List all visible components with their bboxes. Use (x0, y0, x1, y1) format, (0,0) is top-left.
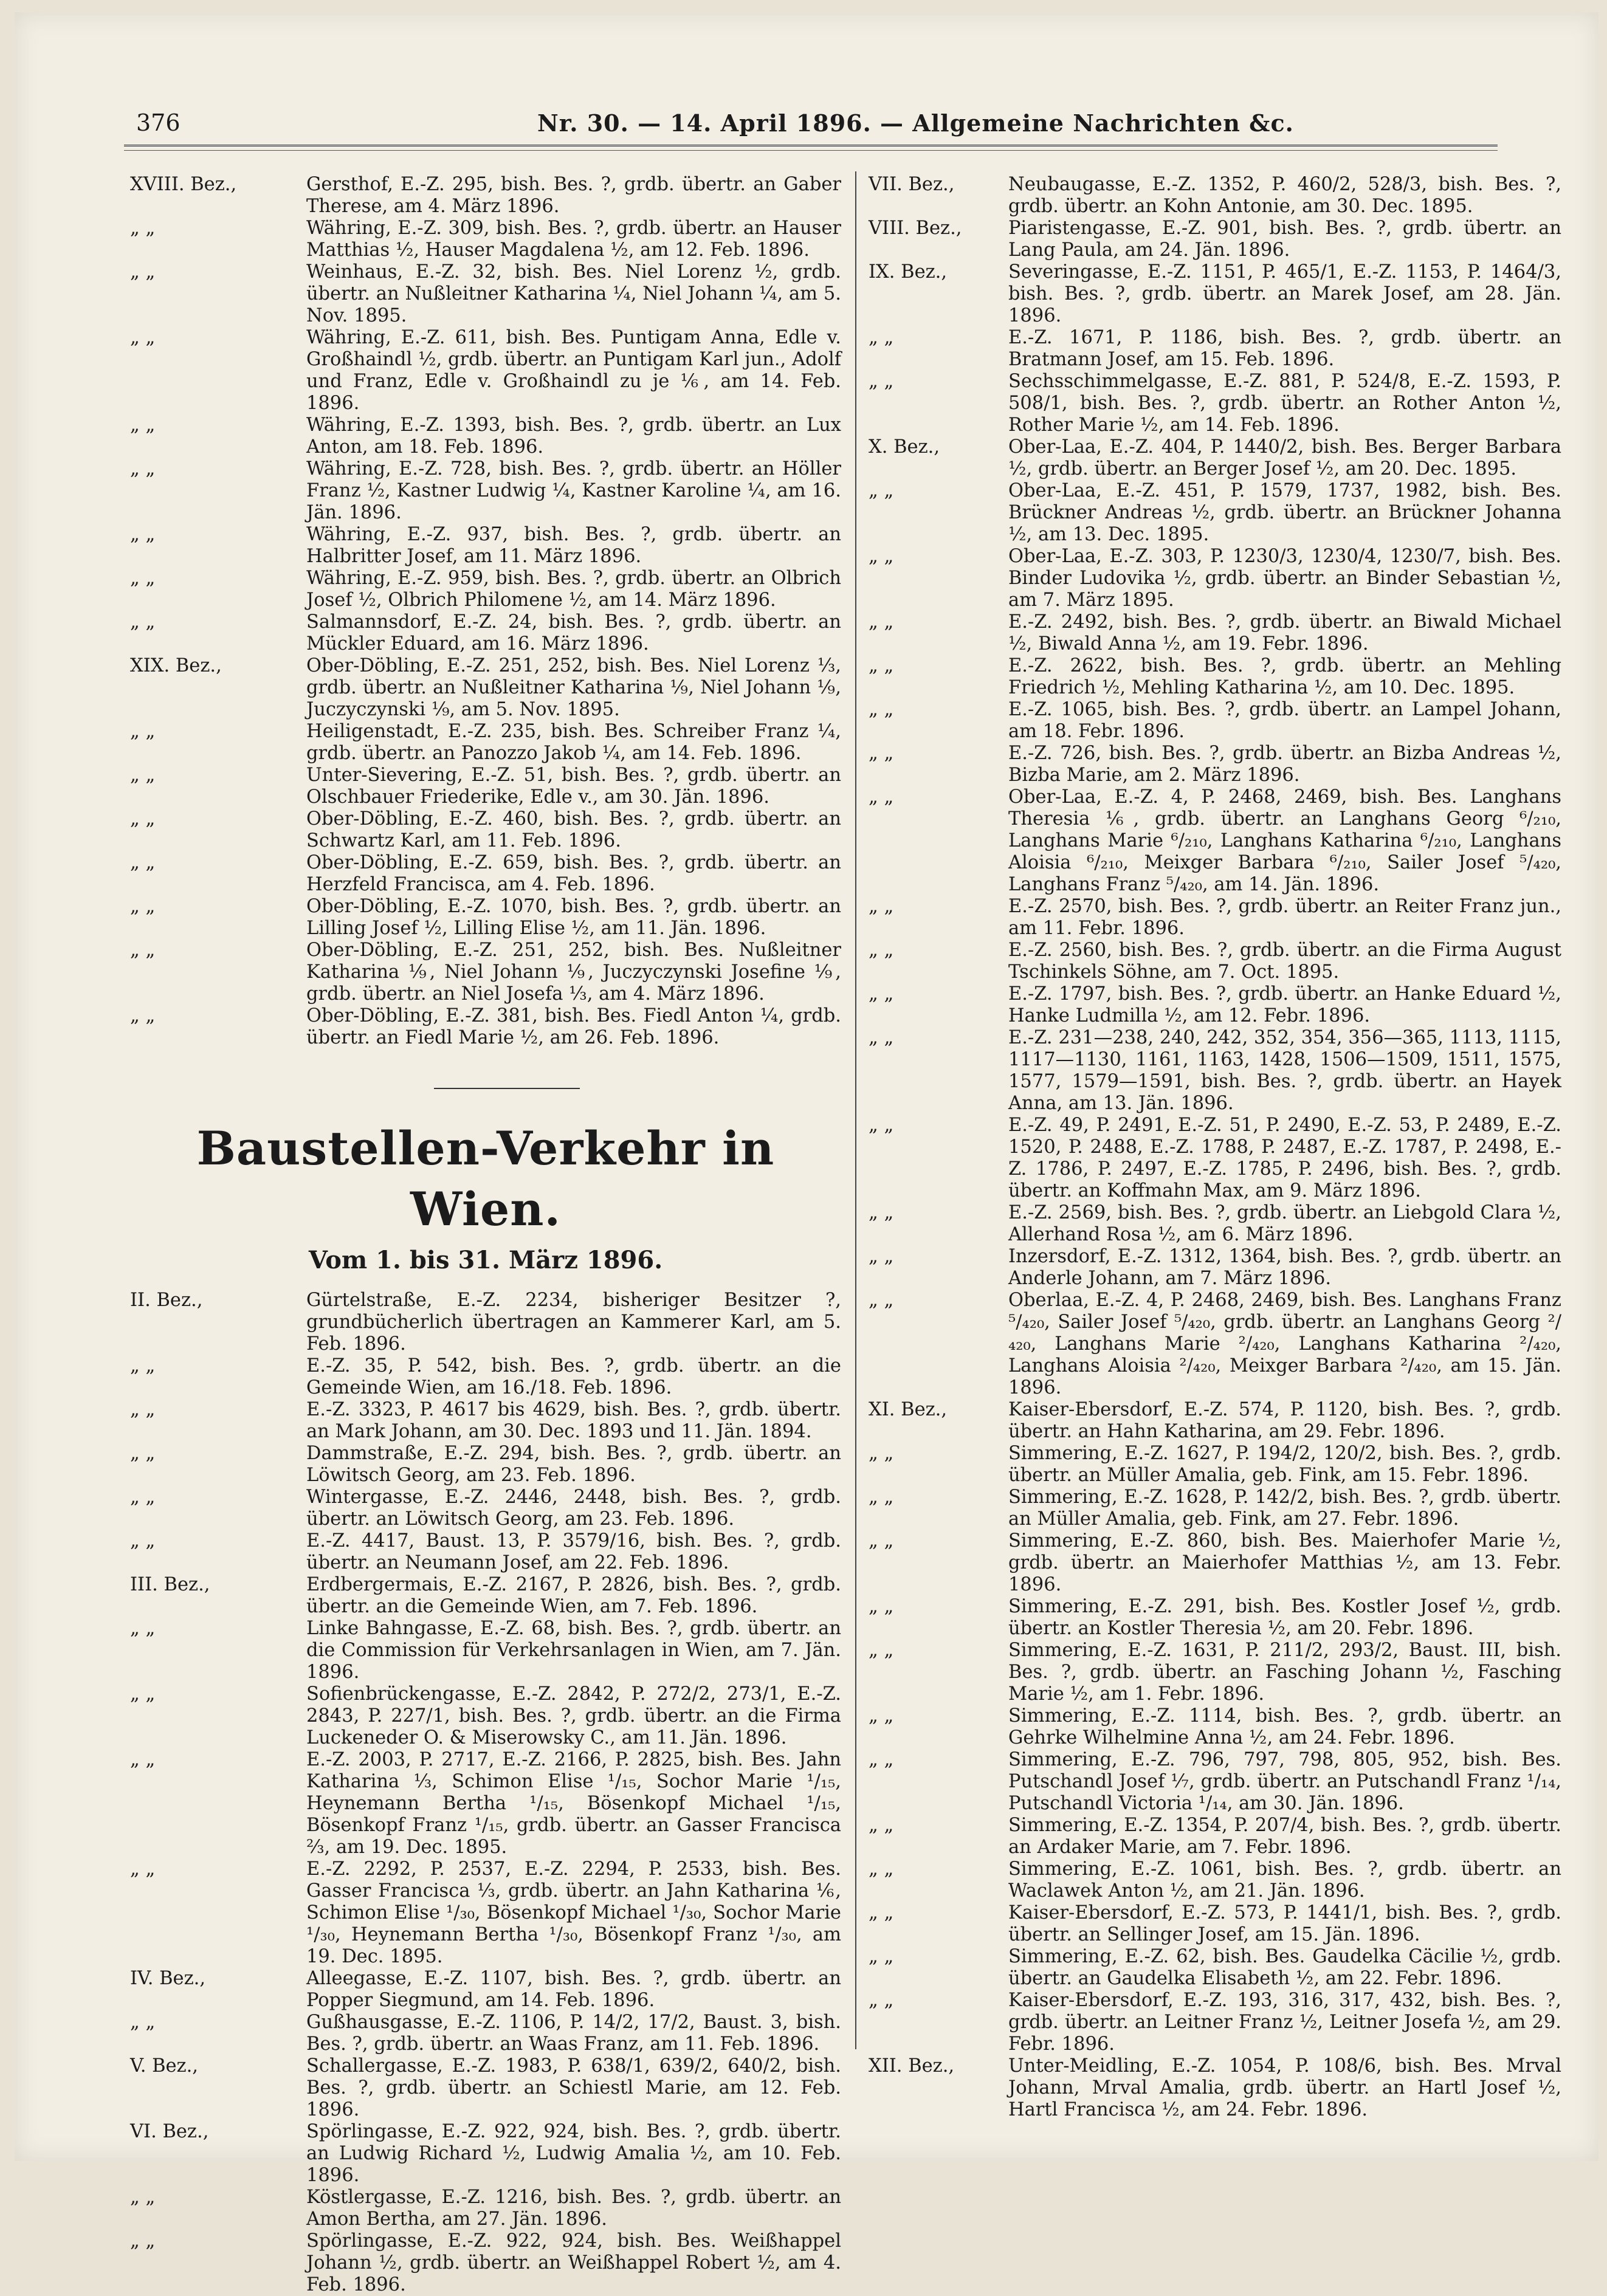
register-entry (869, 174, 1561, 218)
entry-text: Simmering, E.-Z. 1628, P. 142/2, bish. Bes. ?, grdb. übertr. an Müller Amalia, geb. Fink, am 27. Febr. 1896. (1008, 1487, 1561, 1530)
entry-text: Währing, E.-Z. 728, bish. Bes. ?, grdb. übertr. an Höller Franz ½, Kastner Ludwig ¼, Kastner Karoline ¼, am 16. Jän. 1896. (306, 458, 841, 523)
register-entry (869, 1530, 1561, 1596)
district-label: „ „ (130, 721, 156, 742)
register-entry (869, 655, 1561, 699)
register-entry (130, 1487, 841, 1530)
entry-text: Simmering, E.-Z. 1061, bish. Bes. ?, grdb. übertr. an Waclawek Anton ½, am 21. Jän. 1896. (1008, 1858, 1561, 1902)
entry-text: E.-Z. 4417, Baust. 13, P. 3579/16, bish. Bes. ?, grdb. übertr. an Neumann Josef, am 22. Feb. 1896. (306, 1530, 841, 1573)
entry-text: Währing, E.-Z. 1393, bish. Bes. ?, grdb. übertr. an Lux Anton, am 18. Feb. 1896. (306, 414, 841, 458)
register-entry (130, 1530, 841, 1574)
entry-text: Ober-Döbling, E.-Z. 659, bish. Bes. ?, grdb. übertr. an Herzfeld Francisca, am 4. Feb. 1896. (306, 852, 841, 895)
entry-text: Köstlergasse, E.-Z. 1216, bish. Bes. ?, grdb. übertr. an Amon Bertha, am 27. Jän. 1896. (306, 2187, 841, 2230)
district-label: „ „ (130, 896, 156, 917)
district-label: „ „ (869, 1487, 894, 1508)
entry-text: E.-Z. 49, P. 2491, E.-Z. 51, P. 2490, E.-Z. 53, P. 2489, E.-Z. 1520, P. 2488, E.-Z. 1788, P. 2487, E.-Z. 1787, P. 2498, E.-Z. 1786, P. 2497, E.-Z. 1785, P. 2496, bish. Bes. ?, grdb. übertr. an Koffmahn Max, am 9. März 1896. (1008, 1115, 1561, 1201)
register-entry (869, 327, 1561, 371)
register-entry (869, 480, 1561, 546)
register-entry (130, 458, 841, 524)
entry-text: Simmering, E.-Z. 1354, P. 207/4, bish. Bes. ?, grdb. übertr. an Ardaker Marie, am 7. Febr. 1896. (1008, 1815, 1561, 1858)
entry-text: Kaiser-Ebersdorf, E.-Z. 573, P. 1441/1, bish. Bes. ?, grdb. übertr. an Sellinger Josef, am 15. Jän. 1896. (1008, 1902, 1561, 1945)
register-entry (130, 218, 841, 261)
register-entry (869, 1246, 1561, 1290)
left-column (130, 174, 841, 2296)
register-entry (869, 2055, 1561, 2121)
register-entry (869, 896, 1561, 940)
entry-text: Unter-Sievering, E.-Z. 51, bish. Bes. ?, grdb. übertr. an Olschbauer Friederike, Edle v., am 30. Jän. 1896. (306, 765, 841, 808)
section-subtitle: Vom 1. bis 31. März 1896. (308, 1246, 663, 1274)
register-entry (130, 1618, 841, 1683)
district-label: „ „ (130, 808, 156, 830)
entry-text: Kaiser-Ebersdorf, E.-Z. 574, P. 1120, bish. Bes. ?, grdb. übertr. an Hahn Katharina, am 29. Febr. 1896. (1008, 1399, 1561, 1442)
right-entry-list (869, 174, 1561, 2121)
entry-text: Ober-Döbling, E.-Z. 251, 252, bish. Bes. Niel Lorenz ⅓, grdb. übertr. an Nußleitner Katharina ⅑, Niel Johann ⅑, Juczyczynski ⅑, am 5. Nov. 1895. (306, 655, 841, 720)
section-title: Baustellen-Verkehr in Wien. (196, 1121, 775, 1236)
district-label: VI. Bez., (130, 2121, 209, 2142)
district-label: V. Bez., (130, 2055, 199, 2077)
district-label: „ „ (130, 1530, 156, 1552)
section-entry-list (130, 1290, 841, 2296)
right-column (869, 174, 1561, 2121)
district-label: „ „ (130, 611, 156, 633)
entry-text: E.-Z. 2569, bish. Bes. ?, grdb. übertr. an Liebgold Clara ½, Allerhand Rosa ½, am 6. März 1896. (1008, 1202, 1561, 1245)
entry-text: Linke Bahngasse, E.-Z. 68, bish. Bes. ?, grdb. übertr. an die Commission für Verkehrsanlagen in Wien, am 7. Jän. 1896. (306, 1618, 841, 1683)
register-entry (869, 1815, 1561, 1858)
entry-text: E.-Z. 726, bish. Bes. ?, grdb. übertr. an Bizba Andreas ½, Bizba Marie, am 2. März 1896. (1008, 743, 1561, 786)
left-entry-list (130, 174, 841, 1049)
entry-text: E.-Z. 2003, P. 2717, E.-Z. 2166, P. 2825, bish. Bes. Jahn Katharina ⅓, Schimon Elise ¹/₁₅, Sochor Marie ¹/₁₅, Heynemann Bertha ¹/₁₅, Bösenkopf Michael ¹/₁₅, Bösenkopf Franz ¹/₁₅, grdb. übertr. an Gasser Francisca ⅔, am 19. Dec. 1895. (306, 1749, 841, 1858)
register-entry (869, 1115, 1561, 1202)
district-label: „ „ (130, 940, 156, 961)
district-label: „ „ (869, 1858, 894, 1880)
district-label: „ „ (869, 327, 894, 348)
entry-text: Spörlingasse, E.-Z. 922, 924, bish. Bes. Weißhappel Johann ½, grdb. übertr. an Weißhappel Robert ½, am 4. Feb. 1896. (306, 2230, 841, 2295)
district-label: „ „ (130, 1399, 156, 1420)
entry-text: Piaristengasse, E.-Z. 901, bish. Bes. ?, grdb. übertr. an Lang Paula, am 24. Jän. 1896. (1008, 218, 1561, 261)
district-label: XVIII. Bez., (130, 174, 237, 195)
entry-text: Neubaugasse, E.-Z. 1352, P. 460/2, 528/3, bish. Bes. ?, grdb. übertr. an Kohn Antonie, am 30. Dec. 1895. (1008, 174, 1561, 217)
district-label: III. Bez., (130, 1574, 210, 1595)
district-label: „ „ (130, 1355, 156, 1377)
district-label: XII. Bez., (869, 2055, 955, 2077)
district-label: „ „ (130, 1487, 156, 1508)
entry-text: E.-Z. 2622, bish. Bes. ?, grdb. übertr. an Mehling Friedrich ½, Mehling Katharina ½, am 10. Dec. 1895. (1008, 655, 1561, 698)
column-divider (855, 171, 856, 2049)
entry-text: Alleegasse, E.-Z. 1107, bish. Bes. ?, grdb. übertr. an Popper Siegmund, am 14. Feb. 1896. (306, 1968, 841, 2011)
register-entry (869, 1858, 1561, 1902)
register-entry (130, 1005, 841, 1049)
register-entry (130, 1574, 841, 1618)
entry-text: E.-Z. 1065, bish. Bes. ?, grdb. übertr. an Lampel Johann, am 18. Febr. 1896. (1008, 699, 1561, 742)
district-label: „ „ (869, 940, 894, 961)
register-entry (869, 1946, 1561, 1990)
newspaper-page (15, 12, 1598, 2295)
district-label: „ „ (130, 1443, 156, 1464)
entry-text: Währing, E.-Z. 959, bish. Bes. ?, grdb. übertr. an Olbrich Josef ½, Olbrich Philomene ½, am 14. März 1896. (306, 568, 841, 611)
district-label: „ „ (869, 786, 894, 808)
entry-text: Ober-Döbling, E.-Z. 251, 252, bish. Bes. Nußleitner Katharina ⅑, Niel Johann ⅑, Juczyczynski Josefine ⅑, grdb. übertr. an Niel Josefa ⅓, am 4. März 1896. (306, 940, 841, 1005)
register-entry (130, 568, 841, 611)
district-label: „ „ (869, 611, 894, 633)
register-entry (869, 786, 1561, 896)
register-entry (130, 174, 841, 218)
page-header (124, 103, 1498, 146)
entry-text: Dammstraße, E.-Z. 294, bish. Bes. ?, grdb. übertr. an Löwitsch Georg, am 23. Feb. 1896. (306, 1443, 841, 1486)
entry-text: Währing, E.-Z. 309, bish. Bes. ?, grdb. übertr. an Hauser Matthias ½, Hauser Magdalena ½, am 12. Feb. 1896. (306, 218, 841, 261)
entry-text: Severingasse, E.-Z. 1151, P. 465/1, E.-Z. 1153, P. 1464/3, bish. Bes. ?, grdb. übertr. an Marek Josef, am 28. Jän. 1896. (1008, 261, 1561, 326)
entry-text: Spörlingasse, E.-Z. 922, 924, bish. Bes. ?, grdb. übertr. an Ludwig Richard ½, Ludwig Amalia ½, am 10. Feb. 1896. (306, 2121, 841, 2186)
district-label: „ „ (130, 1683, 156, 1705)
district-label: „ „ (130, 1005, 156, 1026)
entry-text: Simmering, E.-Z. 1627, P. 194/2, 120/2, bish. Bes. ?, grdb. übertr. an Müller Amalia, geb. Fink, am 15. Febr. 1896. (1008, 1443, 1561, 1486)
district-label: „ „ (869, 743, 894, 764)
district-label: II. Bez., (130, 1290, 203, 1311)
running-title: Nr. 30. — 14. April 1896. — Allgemeine Nachrichten &c. (537, 109, 1294, 137)
district-label: VII. Bez., (869, 174, 955, 195)
entry-text: Oberlaa, E.-Z. 4, P. 2468, 2469, bish. Bes. Langhans Franz ⁵/₄₂₀, Sailer Josef ⁵/₄₂₀, grdb. übertr. an Langhans Georg ²/₄₂₀, Langhans Marie ²/₄₂₀, Langhans Katharina ²/₄₂₀, Langhans Aloisia ²/₄₂₀, Meixger Barbara ²/₄₂₀, am 15. Jän. 1896. (1008, 1290, 1561, 1398)
district-label: „ „ (869, 1902, 894, 1923)
entry-text: Simmering, E.-Z. 62, bish. Bes. Gaudelka Cäcilie ½, grdb. übertr. an Gaudelka Elisabeth ½, am 22. Febr. 1896. (1008, 1946, 1561, 1989)
district-label: „ „ (130, 327, 156, 348)
district-label: „ „ (869, 1705, 894, 1727)
district-label: „ „ (869, 1640, 894, 1661)
register-entry (130, 940, 841, 1005)
entry-text: E.-Z. 1797, bish. Bes. ?, grdb. übertr. an Hanke Eduard ½, Hanke Ludmilla ½, am 12. Febr. 1896. (1008, 983, 1561, 1026)
register-entry (130, 808, 841, 852)
entry-text: Ober-Döbling, E.-Z. 381, bish. Bes. Fiedl Anton ¼, grdb. übertr. an Fiedl Marie ½, am 26. Feb. 1896. (306, 1005, 841, 1048)
district-label: „ „ (869, 1202, 894, 1223)
entry-text: Sechsschimmelgasse, E.-Z. 881, P. 524/8, E.-Z. 1593, P. 508/1, bish. Bes. ?, grdb. übertr. an Rother Anton ½, Rother Marie ½, am 14. Feb. 1896. (1008, 371, 1561, 436)
register-entry (130, 1968, 841, 2012)
district-label: „ „ (130, 414, 156, 436)
entry-text: Sofienbrückengasse, E.-Z. 2842, P. 272/2, 273/1, E.-Z. 2843, P. 227/1, bish. Bes. ?, grdb. übertr. an die Firma Luckeneder O. & Miserowsky C., am 11. Jän. 1896. (306, 1683, 841, 1748)
register-entry (130, 655, 841, 721)
register-entry (869, 546, 1561, 611)
entry-text: Unter-Meidling, E.-Z. 1054, P. 108/6, bish. Bes. Mrval Johann, Mrval Amalia, grdb. übertr. an Hartl Josef ½, Hartl Francisca ½, am 24. Febr. 1896. (1008, 2055, 1561, 2120)
register-entry (869, 436, 1561, 480)
register-entry (869, 1596, 1561, 1640)
page-number: 376 (136, 109, 181, 136)
register-entry (130, 1355, 841, 1399)
entry-text: Simmering, E.-Z. 1631, P. 211/2, 293/2, Baust. III, bish. Bes. ?, grdb. übertr. an Fasching Johann ½, Fasching Marie ½, am 1. Febr. 1896. (1008, 1640, 1561, 1705)
register-entry (869, 1749, 1561, 1815)
register-entry (130, 2230, 841, 2296)
entry-text: Simmering, E.-Z. 1114, bish. Bes. ?, grdb. übertr. an Gehrke Wilhelmine Anna ½, am 24. Febr. 1896. (1008, 1705, 1561, 1748)
district-label: „ „ (130, 568, 156, 589)
register-entry (130, 765, 841, 808)
district-label: „ „ (130, 1618, 156, 1639)
entry-text: E.-Z. 2560, bish. Bes. ?, grdb. übertr. an die Firma August Tschinkels Söhne, am 7. Oct. 1895. (1008, 940, 1561, 983)
entry-text: Erdbergermais, E.-Z. 2167, P. 2826, bish. Bes. ?, grdb. übertr. an die Gemeinde Wien, am 7. Feb. 1896. (306, 1574, 841, 1617)
district-label: „ „ (869, 655, 894, 676)
register-entry (130, 2187, 841, 2230)
register-entry (130, 524, 841, 568)
entry-text: Gußhausgasse, E.-Z. 1106, P. 14/2, 17/2, Baust. 3, bish. Bes. ?, grdb. übertr. an Waas Franz, am 11. Feb. 1896. (306, 2012, 841, 2055)
district-label: „ „ (869, 1596, 894, 1617)
district-label: „ „ (869, 1246, 894, 1267)
register-entry (130, 2055, 841, 2121)
register-entry (869, 983, 1561, 1027)
register-entry (869, 1640, 1561, 1705)
district-label: „ „ (130, 458, 156, 479)
register-entry (869, 1902, 1561, 1946)
entry-text: E.-Z. 231—238, 240, 242, 352, 354, 356—365, 1113, 1115, 1117—1130, 1161, 1163, 1428, 1506—1509, 1511, 1575, 1577, 1579—1591, bish. Bes. ?, grdb. übertr. an Hayek Anna, am 13. Jän. 1896. (1008, 1027, 1561, 1114)
register-entry (869, 1290, 1561, 1399)
entry-text: Simmering, E.-Z. 291, bish. Bes. Kostler Josef ½, grdb. übertr. an Kostler Theresia ½, am 20. Febr. 1896. (1008, 1596, 1561, 1639)
register-entry (869, 218, 1561, 261)
entry-text: Gürtelstraße, E.-Z. 2234, bisheriger Besitzer ?, grundbücherlich übertragen an Kammerer Karl, am 5. Feb. 1896. (306, 1290, 841, 1355)
register-entry (130, 852, 841, 896)
entry-text: E.-Z. 1671, P. 1186, bish. Bes. ?, grdb. übertr. an Bratmann Josef, am 15. Feb. 1896. (1008, 327, 1561, 370)
entry-text: E.-Z. 2292, P. 2537, E.-Z. 2294, P. 2533, bish. Bes. Gasser Francisca ⅓, grdb. übertr. an Jahn Katharina ⅙, Schimon Elise ¹/₃₀, Bösenkopf Michael ¹/₃₀, Sochor Marie ¹/₃₀, Heynemann Bertha ¹/₃₀, Bösenkopf Franz ¹/₃₀, am 19. Dec. 1895. (306, 1858, 841, 1967)
register-entry (869, 1705, 1561, 1749)
district-label: „ „ (869, 896, 894, 917)
district-label: „ „ (130, 1858, 156, 1880)
entry-text: Währing, E.-Z. 937, bish. Bes. ?, grdb. übertr. an Halbritter Josef, am 11. März 1896. (306, 524, 841, 567)
district-label: „ „ (130, 1749, 156, 1770)
register-entry (130, 2121, 841, 2187)
district-label: „ „ (869, 546, 894, 567)
district-label: „ „ (869, 1815, 894, 1836)
entry-text: Simmering, E.-Z. 860, bish. Bes. Maierhofer Marie ½, grdb. übertr. an Maierhofer Matthias ½, am 13. Febr. 1896. (1008, 1530, 1561, 1595)
district-label: X. Bez., (869, 436, 940, 458)
entry-text: Ober-Laa, E.-Z. 4, P. 2468, 2469, bish. Bes. Langhans Theresia ⅙, grdb. übertr. an Langhans Georg ⁶/₂₁₀, Langhans Marie ⁶/₂₁₀, Langhans Katharina ⁶/₂₁₀, Langhans Aloisia ⁶/₂₁₀, Meixger Barbara ⁶/₂₁₀, Sailer Josef ⁵/₄₂₀, Langhans Franz ⁵/₄₂₀, am 14. Jän. 1896. (1008, 786, 1561, 895)
district-label: „ „ (869, 983, 894, 1005)
register-entry (130, 1858, 841, 1968)
register-entry (869, 261, 1561, 327)
entry-text: Wintergasse, E.-Z. 2446, 2448, bish. Bes. ?, grdb. übertr. an Löwitsch Georg, am 23. Feb. 1896. (306, 1487, 841, 1530)
entry-text: E.-Z. 35, P. 542, bish. Bes. ?, grdb. übertr. an die Gemeinde Wien, am 16./18. Feb. 1896. (306, 1355, 841, 1398)
entry-text: Schallergasse, E.-Z. 1983, P. 638/1, 639/2, 640/2, bish. Bes. ?, grdb. übertr. an Schiestl Marie, am 12. Feb. 1896. (306, 2055, 841, 2120)
entry-text: Inzersdorf, E.-Z. 1312, 1364, bish. Bes. ?, grdb. übertr. an Anderle Johann, am 7. März 1896. (1008, 1246, 1561, 1289)
register-entry (869, 940, 1561, 983)
district-label: „ „ (869, 1946, 894, 1967)
register-entry (130, 611, 841, 655)
district-label: „ „ (869, 1115, 894, 1136)
district-label: „ „ (130, 261, 156, 283)
district-label: „ „ (130, 2230, 156, 2252)
entry-text: Ober-Laa, E.-Z. 303, P. 1230/3, 1230/4, 1230/7, bish. Bes. Binder Ludovika ½, grdb. übertr. an Binder Sebastian ½, am 7. März 1895. (1008, 546, 1561, 611)
entry-text: E.-Z. 2570, bish. Bes. ?, grdb. übertr. an Reiter Franz jun., am 11. Febr. 1896. (1008, 896, 1561, 939)
register-entry (869, 371, 1561, 436)
register-entry (130, 414, 841, 458)
entry-text: Simmering, E.-Z. 796, 797, 798, 805, 952, bish. Bes. Putschandl Josef ⅐, grdb. übertr. an Putschandl Franz ¹/₁₄, Putschandl Victoria ¹/₁₄, am 30. Jän. 1896. (1008, 1749, 1561, 1814)
entry-text: Währing, E.-Z. 611, bish. Bes. Puntigam Anna, Edle v. Großhaindl ½, grdb. übertr. an Puntigam Karl jun., Adolf und Franz, Edle v. Großhaindl zu je ⅙, am 14. Feb. 1896. (306, 327, 841, 414)
entry-text: E.-Z. 3323, P. 4617 bis 4629, bish. Bes. ?, grdb. übertr. an Mark Johann, am 30. Dec. 1893 und 11. Jän. 1894. (306, 1399, 841, 1442)
entry-text: Ober-Döbling, E.-Z. 460, bish. Bes. ?, grdb. übertr. an Schwartz Karl, am 11. Feb. 1896. (306, 808, 841, 851)
entry-text: Ober-Laa, E.-Z. 404, P. 1440/2, bish. Bes. Berger Barbara ½, grdb. übertr. an Berger Josef ½, am 20. Dec. 1895. (1008, 436, 1561, 479)
register-entry (130, 1399, 841, 1443)
register-entry (130, 2012, 841, 2055)
district-label: XI. Bez., (869, 1399, 948, 1420)
register-entry (869, 1027, 1561, 1115)
entry-text: Ober-Döbling, E.-Z. 1070, bish. Bes. ?, grdb. übertr. an Lilling Josef ½, Lilling Elise ½, am 11. Jän. 1896. (306, 896, 841, 939)
district-label: „ „ (130, 218, 156, 239)
register-entry (869, 1487, 1561, 1530)
district-label: „ „ (869, 1443, 894, 1464)
district-label: „ „ (869, 480, 894, 501)
entry-text: Heiligenstadt, E.-Z. 235, bish. Bes. Schreiber Franz ¼, grdb. übertr. an Panozzo Jakob ¼, am 14. Feb. 1896. (306, 721, 841, 764)
district-label: VIII. Bez., (869, 218, 962, 239)
district-label: „ „ (869, 1027, 894, 1048)
register-entry (130, 327, 841, 414)
district-label: „ „ (130, 852, 156, 873)
register-entry (869, 743, 1561, 786)
district-label: „ „ (130, 765, 156, 786)
register-entry (130, 1683, 841, 1749)
district-label: „ „ (869, 1530, 894, 1552)
district-label: XIX. Bez., (130, 655, 222, 676)
entry-text: Kaiser-Ebersdorf, E.-Z. 193, 316, 317, 432, bish. Bes. ?, grdb. übertr. an Leitner Franz ½, Leitner Josefa ½, am 29. Febr. 1896. (1008, 1990, 1561, 2055)
section-rule (434, 1088, 580, 1089)
register-entry (869, 1990, 1561, 2055)
district-label: „ „ (869, 1990, 894, 2011)
register-entry (130, 261, 841, 327)
district-label: „ „ (130, 524, 156, 545)
district-label: IX. Bez., (869, 261, 948, 283)
entry-text: E.-Z. 2492, bish. Bes. ?, grdb. übertr. an Biwald Michael ½, Biwald Anna ½, am 19. Febr. 1896. (1008, 611, 1561, 655)
entry-text: Weinhaus, E.-Z. 32, bish. Bes. Niel Lorenz ½, grdb. übertr. an Nußleitner Katharina ¼, Niel Johann ¼, am 5. Nov. 1895. (306, 261, 841, 326)
district-label: „ „ (130, 2012, 156, 2033)
register-entry (869, 611, 1561, 655)
entry-text: Ober-Laa, E.-Z. 451, P. 1579, 1737, 1982, bish. Bes. Brückner Andreas ½, grdb. übertr. an Brückner Johanna ½, am 13. Dec. 1895. (1008, 480, 1561, 545)
register-entry (869, 699, 1561, 743)
district-label: „ „ (869, 371, 894, 392)
register-entry (130, 721, 841, 765)
district-label: „ „ (130, 2187, 156, 2208)
district-label: IV. Bez., (130, 1968, 206, 1989)
entry-text: Gersthof, E.-Z. 295, bish. Bes. ?, grdb. übertr. an Gaber Therese, am 4. März 1896. (306, 174, 841, 217)
register-entry (130, 1749, 841, 1858)
register-entry (869, 1399, 1561, 1443)
register-entry (869, 1202, 1561, 1246)
register-entry (130, 1290, 841, 1355)
header-rule (124, 145, 1498, 151)
register-entry (130, 1443, 841, 1487)
entry-text: Salmannsdorf, E.-Z. 24, bish. Bes. ?, grdb. übertr. an Mückler Eduard, am 16. März 1896. (306, 611, 841, 655)
register-entry (869, 1443, 1561, 1487)
register-entry (130, 896, 841, 940)
district-label: „ „ (869, 1290, 894, 1311)
district-label: „ „ (869, 1749, 894, 1770)
district-label: „ „ (869, 699, 894, 720)
